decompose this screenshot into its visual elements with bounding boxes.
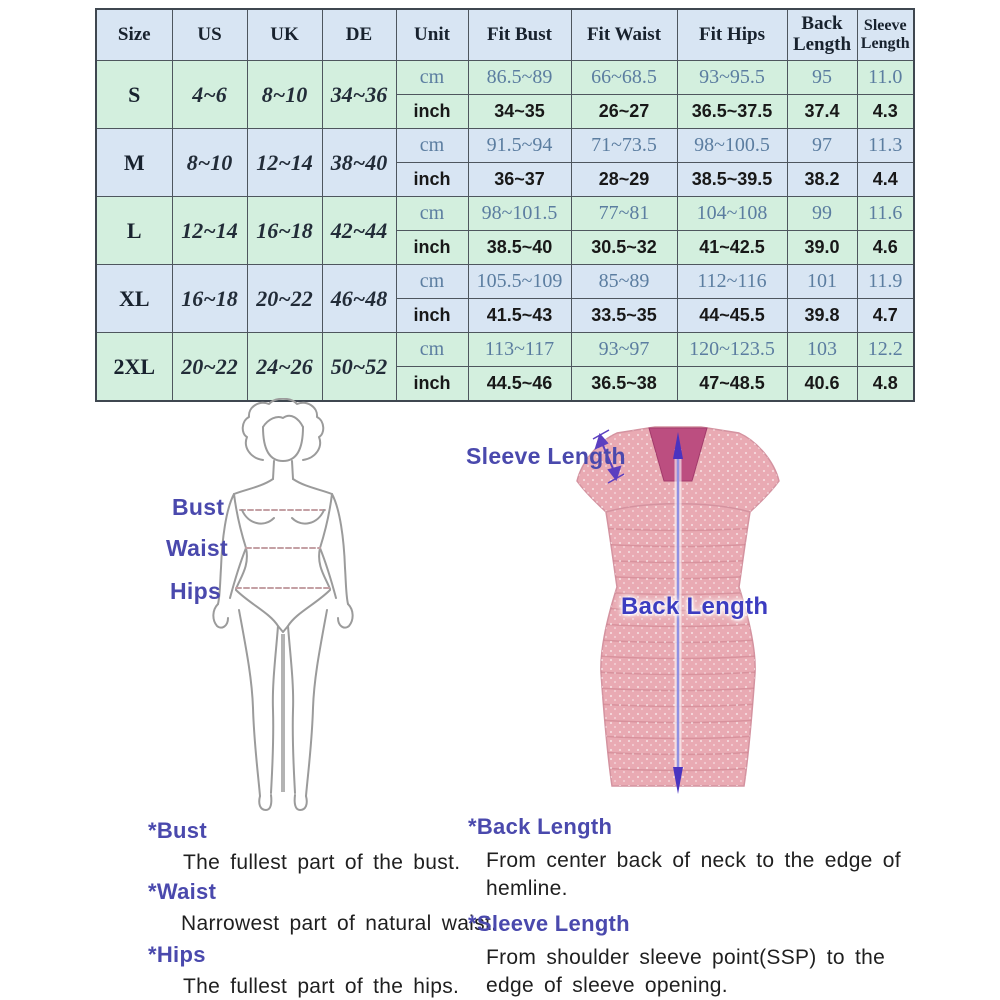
size-cell: S <box>96 61 172 129</box>
definition-term-waist: *Waist <box>148 879 217 904</box>
table-row-l-cm <box>96 197 914 231</box>
bust-cm-cell: 113~117 <box>468 333 571 367</box>
unit-cm-cell: cm <box>396 61 468 95</box>
size-cell: L <box>96 197 172 265</box>
bust-cm-cell: 86.5~89 <box>468 61 571 95</box>
col-header-back-length: Back Length <box>787 9 857 61</box>
waist-inch-cell: 36.5~38 <box>571 367 677 402</box>
waist-cm-cell: 66~68.5 <box>571 61 677 95</box>
hips-cm-cell: 93~95.5 <box>677 61 787 95</box>
back-length-cm-cell: 97 <box>787 129 857 163</box>
hips-cm-cell: 104~108 <box>677 197 787 231</box>
figure-label-hips: Hips <box>170 578 222 604</box>
definition-desc-waist: Narrowest part of natural waist. <box>181 912 498 935</box>
waist-inch-cell: 30.5~32 <box>571 231 677 265</box>
dress-label-back-length: Back Length <box>621 593 769 620</box>
bust-inch-cell: 34~35 <box>468 95 571 129</box>
size-cell: 2XL <box>96 333 172 402</box>
back-length-inch-cell: 40.6 <box>787 367 857 402</box>
unit-inch-cell: inch <box>396 231 468 265</box>
de-cell: 42~44 <box>322 197 396 265</box>
hips-inch-cell: 47~48.5 <box>677 367 787 402</box>
definition-desc-back-length: From center back of neck to the edge of hemline. <box>486 849 901 900</box>
hips-cm-cell: 120~123.5 <box>677 333 787 367</box>
size-chart-table-wrap <box>95 8 913 402</box>
col-header-unit: Unit <box>396 9 468 61</box>
back-length-cm-cell: 99 <box>787 197 857 231</box>
uk-cell: 12~14 <box>247 129 322 197</box>
sleeve-length-cm-cell: 12.2 <box>857 333 914 367</box>
hips-inch-cell: 41~42.5 <box>677 231 787 265</box>
uk-cell: 8~10 <box>247 61 322 129</box>
de-cell: 50~52 <box>322 333 396 402</box>
header-row <box>96 9 914 61</box>
unit-inch-cell: inch <box>396 367 468 402</box>
de-cell: 46~48 <box>322 265 396 333</box>
col-header-size: Size <box>96 9 172 61</box>
sleeve-length-cm-cell: 11.0 <box>857 61 914 95</box>
col-header-us: US <box>172 9 247 61</box>
waist-inch-cell: 26~27 <box>571 95 677 129</box>
definition-desc-bust: The fullest part of the bust. <box>183 851 461 874</box>
back-length-inch-cell: 38.2 <box>787 163 857 197</box>
unit-cm-cell: cm <box>396 129 468 163</box>
back-length-inch-cell: 39.8 <box>787 299 857 333</box>
bust-cm-cell: 98~101.5 <box>468 197 571 231</box>
waist-cm-cell: 93~97 <box>571 333 677 367</box>
col-header-fit-waist: Fit Waist <box>571 9 677 61</box>
col-header-de: DE <box>322 9 396 61</box>
sleeve-length-inch-cell: 4.3 <box>857 95 914 129</box>
back-length-inch-cell: 37.4 <box>787 95 857 129</box>
unit-inch-cell: inch <box>396 163 468 197</box>
de-cell: 38~40 <box>322 129 396 197</box>
uk-cell: 20~22 <box>247 265 322 333</box>
sleeve-length-cm-cell: 11.3 <box>857 129 914 163</box>
waist-inch-cell: 28~29 <box>571 163 677 197</box>
sleeve-length-cm-cell: 11.6 <box>857 197 914 231</box>
waist-cm-cell: 71~73.5 <box>571 129 677 163</box>
definition-term-bust: *Bust <box>148 818 207 843</box>
definition-desc-hips: The fullest part of the hips. <box>183 975 460 998</box>
col-header-sleeve-length: Sleeve Length <box>857 9 914 61</box>
body-measurement-figure <box>160 398 400 818</box>
hips-inch-cell: 38.5~39.5 <box>677 163 787 197</box>
us-cell: 16~18 <box>172 265 247 333</box>
back-length-cm-cell: 95 <box>787 61 857 95</box>
unit-inch-cell: inch <box>396 95 468 129</box>
uk-cell: 16~18 <box>247 197 322 265</box>
sleeve-length-cm-cell: 11.9 <box>857 265 914 299</box>
figure-label-waist: Waist <box>166 535 228 561</box>
sleeve-length-inch-cell: 4.4 <box>857 163 914 197</box>
de-cell: 34~36 <box>322 61 396 129</box>
us-cell: 12~14 <box>172 197 247 265</box>
sleeve-length-inch-cell: 4.6 <box>857 231 914 265</box>
bust-cm-cell: 91.5~94 <box>468 129 571 163</box>
us-cell: 8~10 <box>172 129 247 197</box>
unit-cm-cell: cm <box>396 265 468 299</box>
hips-inch-cell: 36.5~37.5 <box>677 95 787 129</box>
figure-label-bust: Bust <box>172 494 225 520</box>
back-length-cm-cell: 101 <box>787 265 857 299</box>
bust-inch-cell: 36~37 <box>468 163 571 197</box>
back-length-inch-cell: 39.0 <box>787 231 857 265</box>
bust-cm-cell: 105.5~109 <box>468 265 571 299</box>
table-row-s-cm <box>96 61 914 95</box>
bust-inch-cell: 38.5~40 <box>468 231 571 265</box>
unit-inch-cell: inch <box>396 299 468 333</box>
size-cell: M <box>96 129 172 197</box>
hips-inch-cell: 44~45.5 <box>677 299 787 333</box>
hips-cm-cell: 98~100.5 <box>677 129 787 163</box>
sleeve-length-inch-cell: 4.7 <box>857 299 914 333</box>
unit-cm-cell: cm <box>396 197 468 231</box>
waist-cm-cell: 85~89 <box>571 265 677 299</box>
dress-label-sleeve-length: Sleeve Length <box>466 443 626 469</box>
definition-term-hips: *Hips <box>148 942 206 967</box>
us-cell: 4~6 <box>172 61 247 129</box>
size-cell: XL <box>96 265 172 333</box>
back-length-cm-cell: 103 <box>787 333 857 367</box>
unit-cm-cell: cm <box>396 333 468 367</box>
uk-cell: 24~26 <box>247 333 322 402</box>
bust-inch-cell: 41.5~43 <box>468 299 571 333</box>
bust-inch-cell: 44.5~46 <box>468 367 571 402</box>
col-header-fit-hips: Fit Hips <box>677 9 787 61</box>
hips-cm-cell: 112~116 <box>677 265 787 299</box>
definition-term-back-length: *Back Length <box>468 814 613 839</box>
definition-desc-sleeve-length: From shoulder sleeve point(SSP) to the edge of sleeve opening. <box>486 946 886 997</box>
table-row-xl-cm <box>96 265 914 299</box>
col-header-fit-bust: Fit Bust <box>468 9 571 61</box>
size-chart-table <box>95 8 915 402</box>
waist-cm-cell: 77~81 <box>571 197 677 231</box>
sleeve-length-inch-cell: 4.8 <box>857 367 914 402</box>
table-row-2xl-cm <box>96 333 914 367</box>
col-header-uk: UK <box>247 9 322 61</box>
waist-inch-cell: 33.5~35 <box>571 299 677 333</box>
table-row-m-cm <box>96 129 914 163</box>
definition-term-sleeve-length: *Sleeve Length <box>468 911 630 936</box>
us-cell: 20~22 <box>172 333 247 402</box>
